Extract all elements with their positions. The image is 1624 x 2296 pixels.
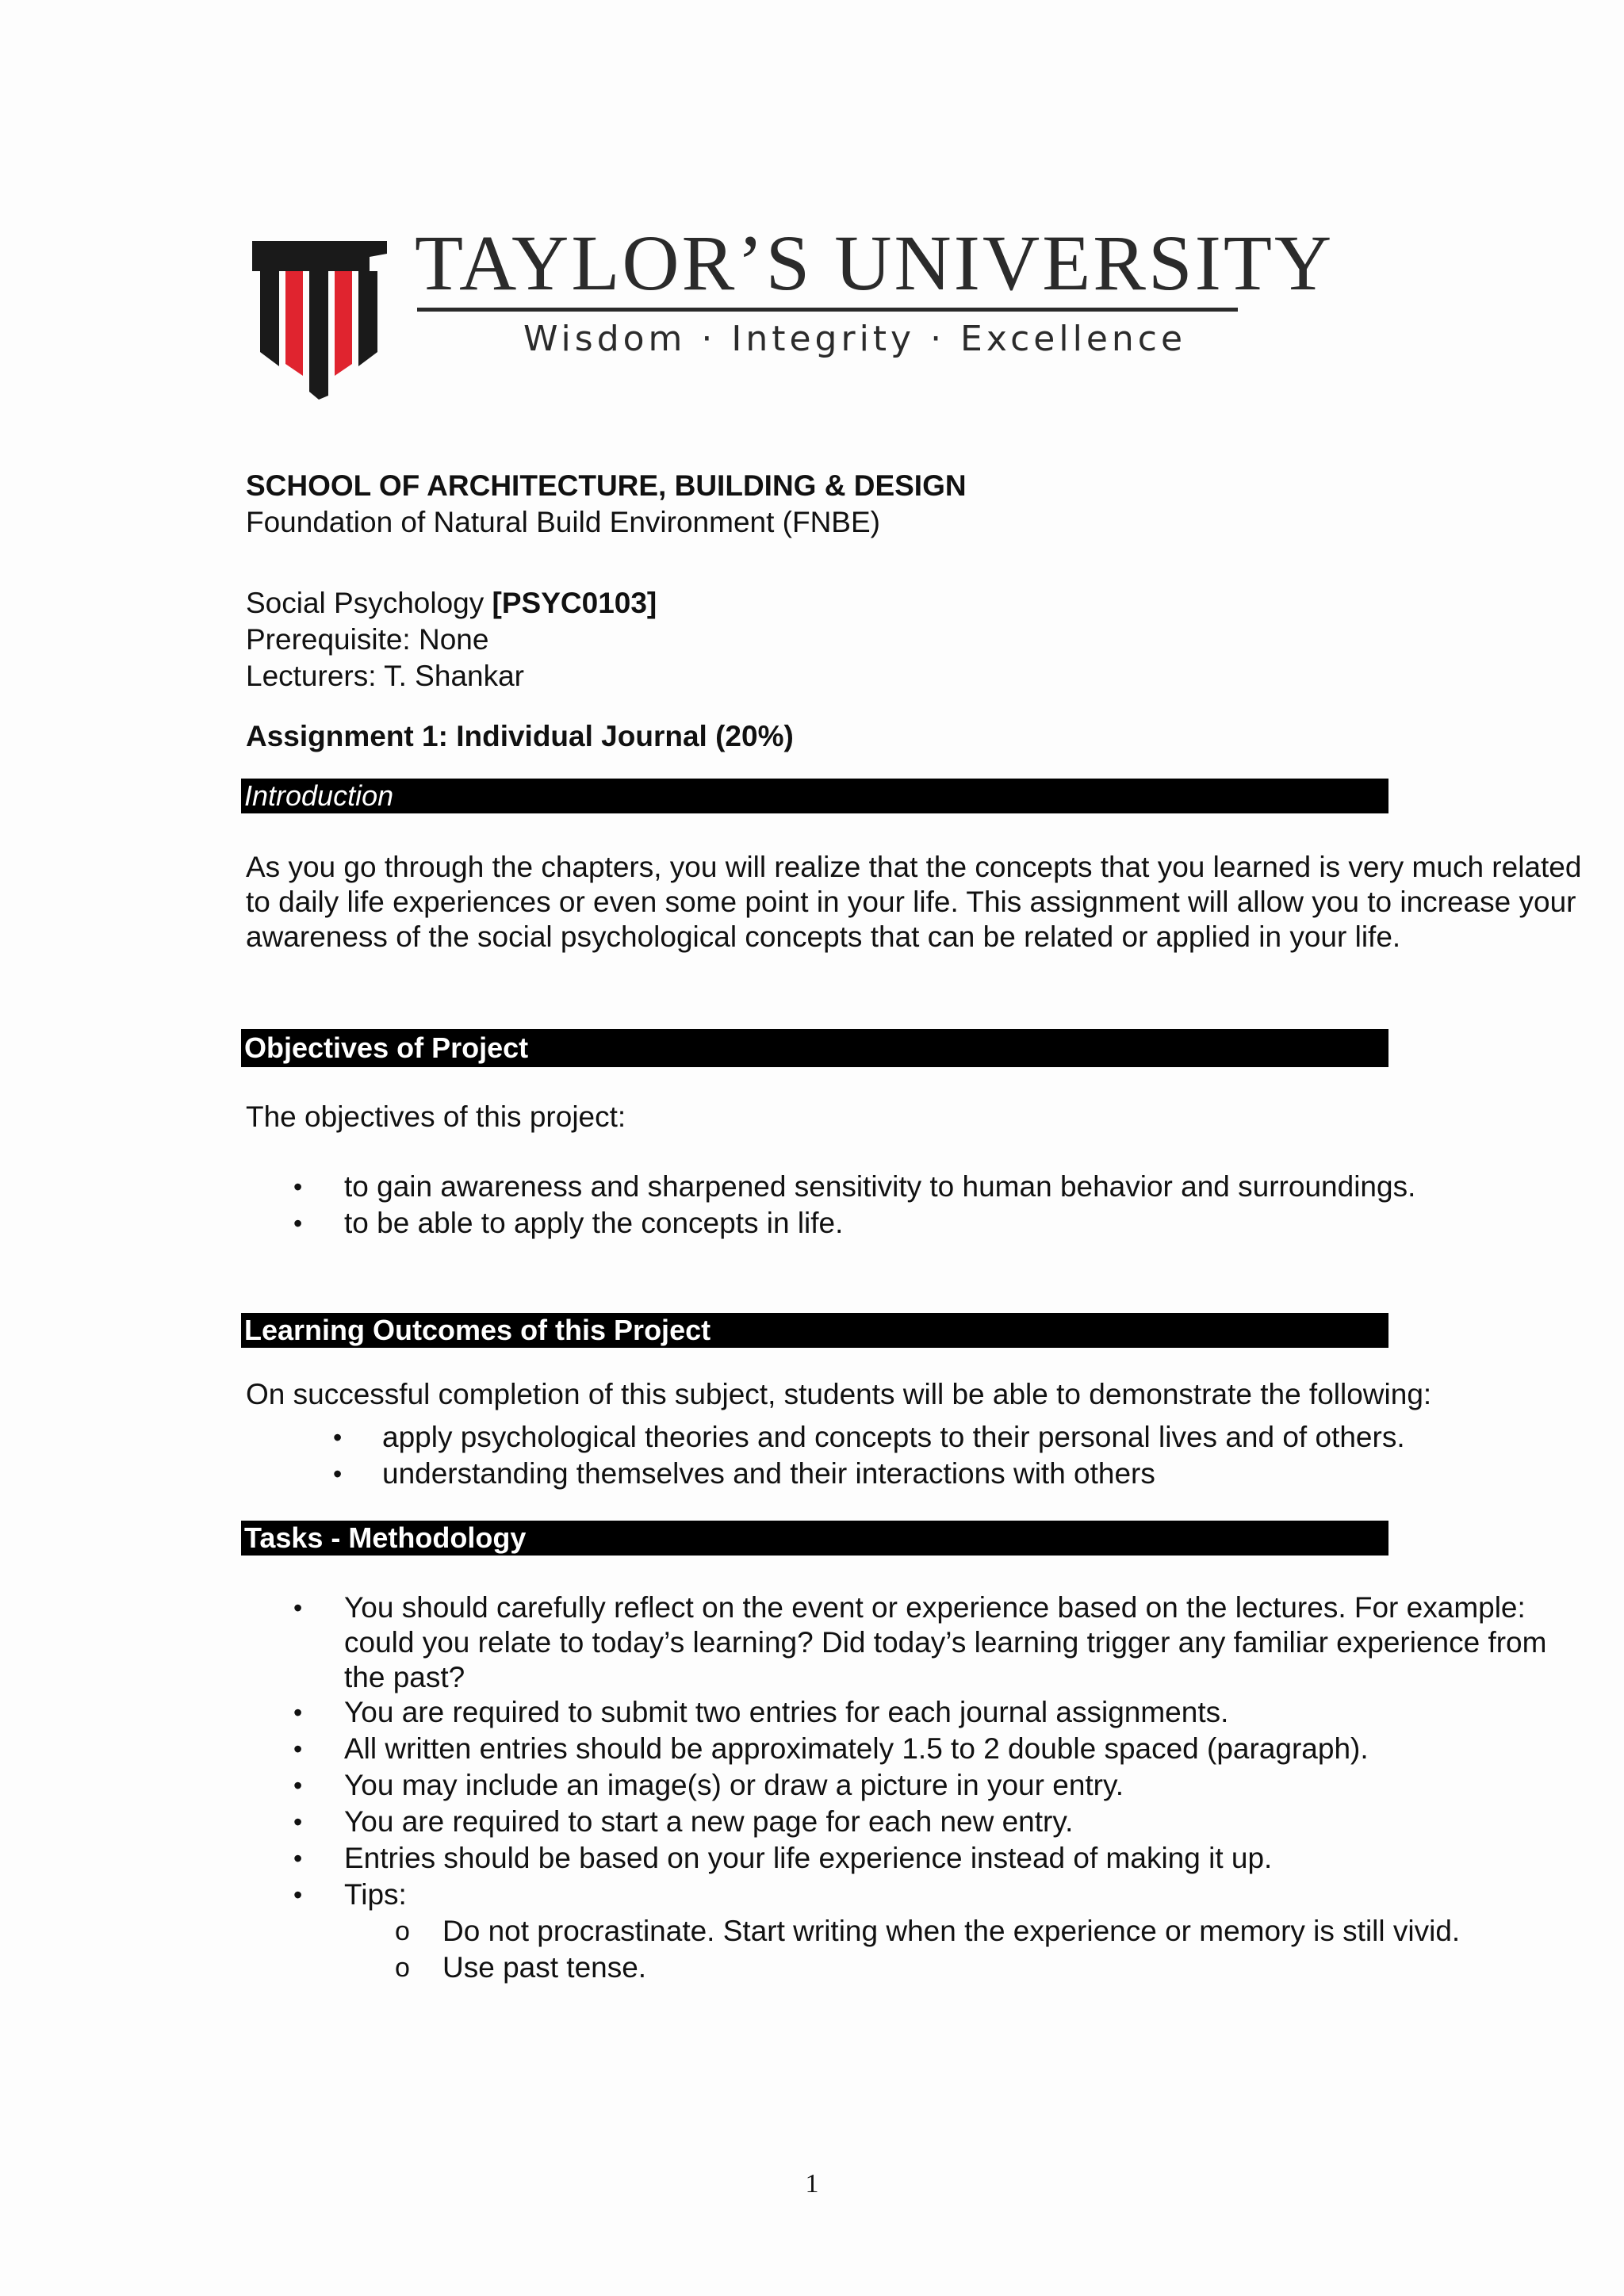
bullet-icon: • <box>293 1209 303 1238</box>
list-item <box>246 1877 1388 1914</box>
bullet-icon: • <box>293 1173 303 1201</box>
list-item <box>246 1914 1461 1950</box>
prerequisite: Prerequisite: None <box>246 623 489 656</box>
course-title <box>246 585 1388 622</box>
lecturers: Lecturers: T. Shankar <box>246 660 524 692</box>
task-text: You are required to start a new page for each new entry. <box>344 1805 1074 1838</box>
list-item <box>246 1590 1547 1695</box>
list-item <box>246 1804 1388 1841</box>
bullet-icon: • <box>333 1423 343 1452</box>
objectives-list <box>246 1169 1416 1242</box>
logo-divider <box>417 308 1238 312</box>
bullet-icon: • <box>293 1771 303 1800</box>
university-logo <box>252 219 1335 408</box>
assignment-title: Assignment 1: Individual Journal (20%) <box>246 720 794 752</box>
introduction-text <box>246 850 1582 955</box>
introduction-line: As you go through the chapters, you will realize that the concepts that you learned is very much related <box>246 851 1582 883</box>
task-text: You should carefully reflect on the event or experience based on the lectures. For example: <box>344 1591 1526 1624</box>
tip-text: Use past tense. <box>442 1951 647 1984</box>
introduction-heading: Introduction <box>241 779 1388 813</box>
task-text: Tips: <box>344 1878 407 1911</box>
bullet-icon: • <box>293 1698 303 1727</box>
page-number: 1 <box>805 2169 819 2198</box>
list-item <box>246 1205 1388 1242</box>
list-item <box>246 1695 1388 1732</box>
task-text: You are required to submit two entries for each journal assignments. <box>344 1696 1229 1728</box>
outcome-text: understanding themselves and their interactions with others <box>382 1457 1155 1490</box>
list-item <box>246 1841 1388 1877</box>
outcomes-intro: On successful completion of this subject, students will be able to demonstrate the following: <box>246 1378 1432 1410</box>
task-text: All written entries should be approximately 1.5 to 2 double spaced (paragraph). <box>344 1732 1369 1765</box>
tasks-list <box>246 1590 1547 1987</box>
list-item <box>246 1732 1388 1768</box>
learning-outcomes-heading: Learning Outcomes of this Project <box>241 1313 1388 1348</box>
task-text: could you relate to today’s learning? Did today’s learning trigger any familiar experience from <box>344 1626 1547 1659</box>
introduction-line: to daily life experiences or even some point in your life. This assignment will allow you to increase your <box>246 886 1576 918</box>
list-item <box>246 1950 1388 1987</box>
bullet-icon: • <box>333 1460 343 1488</box>
list-item <box>246 1456 1388 1492</box>
bullet-icon: • <box>293 1881 303 1909</box>
objectives-intro: The objectives of this project: <box>246 1100 626 1133</box>
course-name: Social Psychology <box>246 587 492 619</box>
outcome-text: apply psychological theories and concepts to their personal lives and of others. <box>382 1421 1405 1453</box>
list-item <box>246 1419 1405 1456</box>
logo-tagline: Wisdom · Integrity · Excellence <box>523 319 1187 359</box>
bullet-icon: • <box>293 1808 303 1836</box>
task-text: You may include an image(s) or draw a picture in your entry. <box>344 1769 1124 1801</box>
course-code: [PSYC0103] <box>492 587 657 619</box>
tip-text: Do not procrastinate. Start writing when the experience or memory is still vivid. <box>442 1915 1461 1947</box>
objective-text: to be able to apply the concepts in life. <box>344 1207 844 1239</box>
bullet-icon: • <box>293 1735 303 1763</box>
introduction-line: awareness of the social psychological concepts that can be related or applied in your life. <box>246 920 1401 953</box>
list-item <box>246 1169 1416 1205</box>
school-name: SCHOOL OF ARCHITECTURE, BUILDING & DESIGN <box>246 469 967 502</box>
task-text: Entries should be based on your life experience instead of making it up. <box>344 1842 1273 1874</box>
university-crest-icon <box>252 233 387 400</box>
bullet-icon: • <box>293 1844 303 1873</box>
programme-name: Foundation of Natural Build Environment (FNBE) <box>246 506 880 538</box>
objectives-heading: Objectives of Project <box>241 1029 1388 1067</box>
objective-text: to gain awareness and sharpened sensitivity to human behavior and surroundings. <box>344 1170 1416 1203</box>
list-item <box>246 1768 1388 1804</box>
bullet-icon: • <box>293 1594 303 1622</box>
outcomes-list <box>246 1419 1405 1492</box>
sub-bullet-icon: o <box>395 1916 410 1946</box>
document-body <box>244 468 1582 1987</box>
task-text: the past? <box>344 1661 465 1693</box>
sub-bullet-icon: o <box>395 1953 410 1983</box>
tasks-heading: Tasks - Methodology <box>241 1521 1388 1556</box>
logo-wordmark: TAYLOR’S UNIVERSITY <box>415 219 1335 307</box>
